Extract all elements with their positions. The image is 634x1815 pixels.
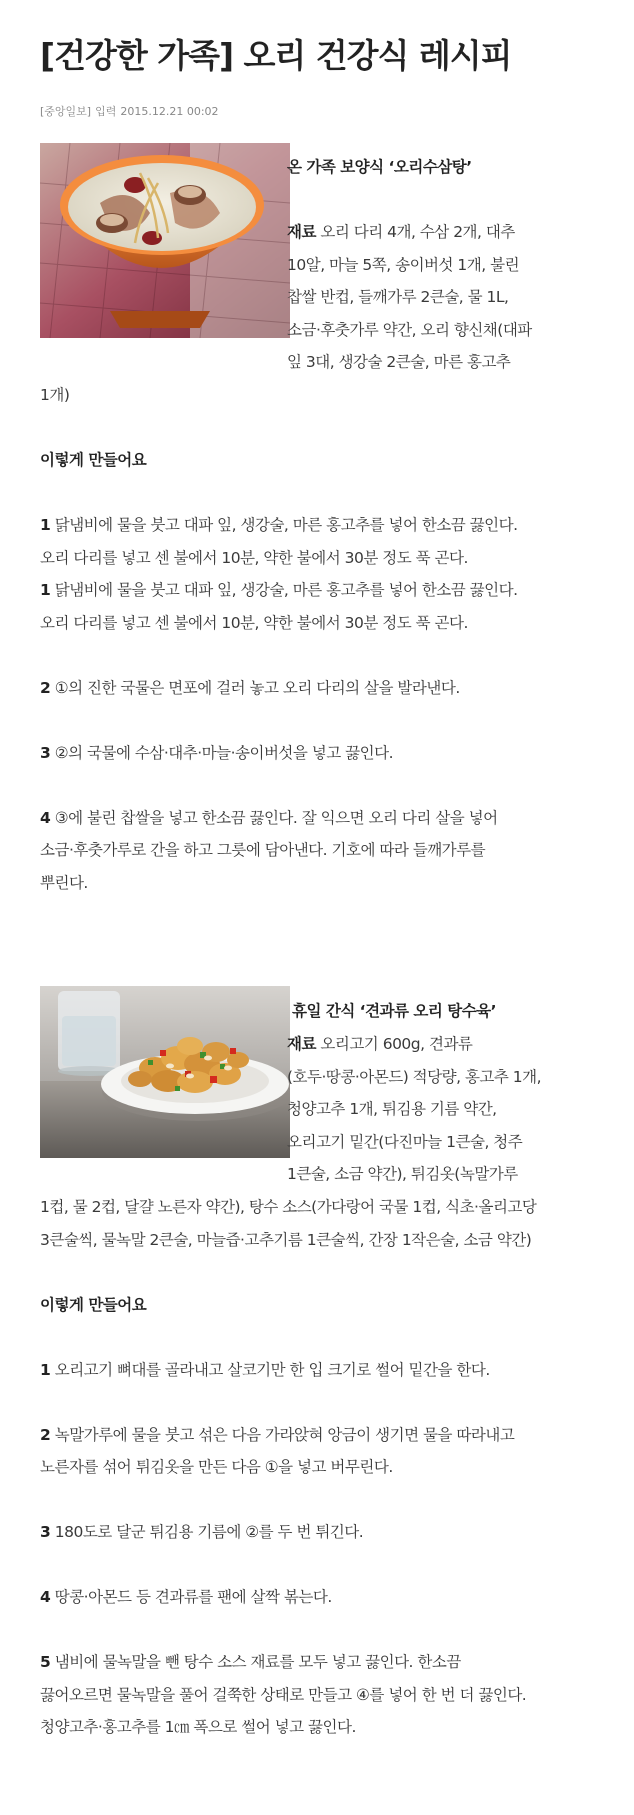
step-text: 180도로 달군 튀김용 기름에 ②를 두 번 튀긴다. xyxy=(54,1523,364,1541)
step-text: 닭냄비에 물을 붓고 대파 잎, 생강술, 마른 홍고추를 넣어 한소끔 끓인다. xyxy=(54,516,518,534)
recipe1-heading-block xyxy=(287,151,472,184)
ingredient-line: 찹쌀 반컵, 들깨가루 2큰술, 물 1L, xyxy=(287,288,509,306)
step-number: 5 xyxy=(40,1653,51,1671)
photo-duck-ginseng-soup xyxy=(40,143,290,338)
tangsuyuk-plate-icon xyxy=(40,986,290,1158)
step-text: ①의 진한 국물은 면포에 걸러 놓고 오리 다리의 살을 발라낸다. xyxy=(54,678,460,697)
recipe1-heading: 온 가족 보양식 ‘오리수삼탕’ xyxy=(287,158,472,176)
step-text: ②의 국물에 수삼·대추·마늘·송이버섯을 넣고 끓인다. xyxy=(54,743,394,762)
article-source: [중앙일보] xyxy=(40,105,92,118)
ingredient-line: 1큰술, 소금 약간), 튀김옷(녹말가루 xyxy=(287,1165,518,1183)
step-number: 4 xyxy=(40,808,51,827)
step-text: 소금·후춧가루로 간을 하고 그릇에 담아낸다. 기호에 따라 들깨가루를 xyxy=(40,841,486,859)
step-number: 2 xyxy=(40,678,51,697)
recipe2-body xyxy=(40,1191,536,1744)
step-number: 4 xyxy=(40,1588,51,1606)
step-text: 땅콩·아몬드 등 견과류를 팬에 살짝 볶는다. xyxy=(54,1588,332,1606)
howto-heading: 이렇게 만들어요 xyxy=(40,1295,147,1314)
ingredient-line: 소금·후춧가루 약간, 오리 향신채(대파 xyxy=(287,320,532,339)
step-text: 오리 다리를 넣고 센 불에서 10분, 약한 불에서 30분 정도 푹 곤다. xyxy=(40,613,468,632)
step-number: 1 xyxy=(40,581,51,599)
step-text: 노른자를 섞어 튀김옷을 만든 다음 ①을 넣고 버무린다. xyxy=(40,1458,393,1476)
howto-heading: 이렇게 만들어요 xyxy=(40,451,147,469)
ingredient-line: 잎 3대, 생강술 2큰술, 마른 홍고추 xyxy=(287,353,511,371)
step-text: 녹말가루에 물을 붓고 섞은 다음 가라앉혀 앙금이 생기면 물을 따라내고 xyxy=(54,1425,515,1444)
ingredient-line: (호두·땅콩·아몬드) 적당량, 홍고추 1개, xyxy=(287,1067,542,1086)
step-text: ③에 불린 찹쌀을 넣고 한소끔 끓인다. 잘 익으면 오리 다리 살을 넣어 xyxy=(54,808,498,827)
ingredient-line: 1컵, 물 2컵, 달걀 노른자 약간), 탕수 소스(가다랑어 국물 1컵, 식초·올리고당 xyxy=(40,1198,537,1216)
article-meta xyxy=(40,103,219,119)
ingredient-line: 오리고기 밑간(다진마늘 1큰술, 청주 xyxy=(287,1132,523,1151)
ingredients-label: 재료 xyxy=(287,223,316,241)
date-label: 입력 xyxy=(95,105,117,118)
step-text: 냄비에 물녹말을 뺀 탕수 소스 재료를 모두 넣고 끓인다. 한소끔 xyxy=(54,1653,461,1671)
step-number: 1 xyxy=(40,1360,51,1379)
recipe2-heading: 휴일 간식 ‘견과류 오리 탕수육’ xyxy=(292,1002,497,1020)
step-text: 청양고추·홍고추를 1㎝ 폭으로 썰어 넣고 끓인다. xyxy=(40,1718,356,1736)
ingredient-line: 3큰술씩, 물녹말 2큰술, 마늘즙·고추기름 1큰술씩, 간장 1작은술, 소금 약간) xyxy=(40,1230,532,1249)
step-number: 3 xyxy=(40,1523,51,1541)
step-text: 끓어오르면 물녹말을 풀어 걸쭉한 상태로 만들고 ④를 넣어 한 번 더 끓인다. xyxy=(40,1685,527,1704)
recipe2-heading-block xyxy=(292,995,496,1028)
step-text: 오리 다리를 넣고 센 불에서 10분, 약한 불에서 30분 정도 푹 곤다. xyxy=(40,548,468,567)
ingredients-label: 재료 xyxy=(287,1035,316,1053)
ingredient-line: 청양고추 1개, 튀김용 기름 약간, xyxy=(287,1100,497,1118)
ingredient-line: 1개) xyxy=(40,386,70,404)
ingredient-line: 오리 다리 4개, 수삼 2개, 대추 xyxy=(320,223,515,241)
article-date: 2015.12.21 00:02 xyxy=(120,105,219,118)
recipe2-ingredients xyxy=(287,1028,541,1191)
soup-bowl-icon xyxy=(40,143,290,338)
step-number: 1 xyxy=(40,516,51,534)
article-title: [건강한 가족] 오리 건강식 레시피 xyxy=(40,36,512,75)
step-number: 2 xyxy=(40,1425,51,1444)
step-text: 오리고기 뼈대를 골라내고 살코기만 한 입 크기로 썰어 밑간을 한다. xyxy=(54,1360,490,1379)
step-number: 3 xyxy=(40,743,51,762)
recipe1-body xyxy=(40,379,518,899)
ingredient-line: 오리고기 600g, 견과류 xyxy=(320,1035,473,1053)
step-text: 뿌린다. xyxy=(40,873,88,892)
step-text: 닭냄비에 물을 붓고 대파 잎, 생강술, 마른 홍고추를 넣어 한소끔 끓인다. xyxy=(54,581,518,599)
ingredient-line: 10알, 마늘 5쪽, 송이버섯 1개, 불린 xyxy=(287,255,520,274)
photo-duck-tangsuyuk xyxy=(40,986,290,1158)
recipe1-ingredients xyxy=(287,216,532,379)
